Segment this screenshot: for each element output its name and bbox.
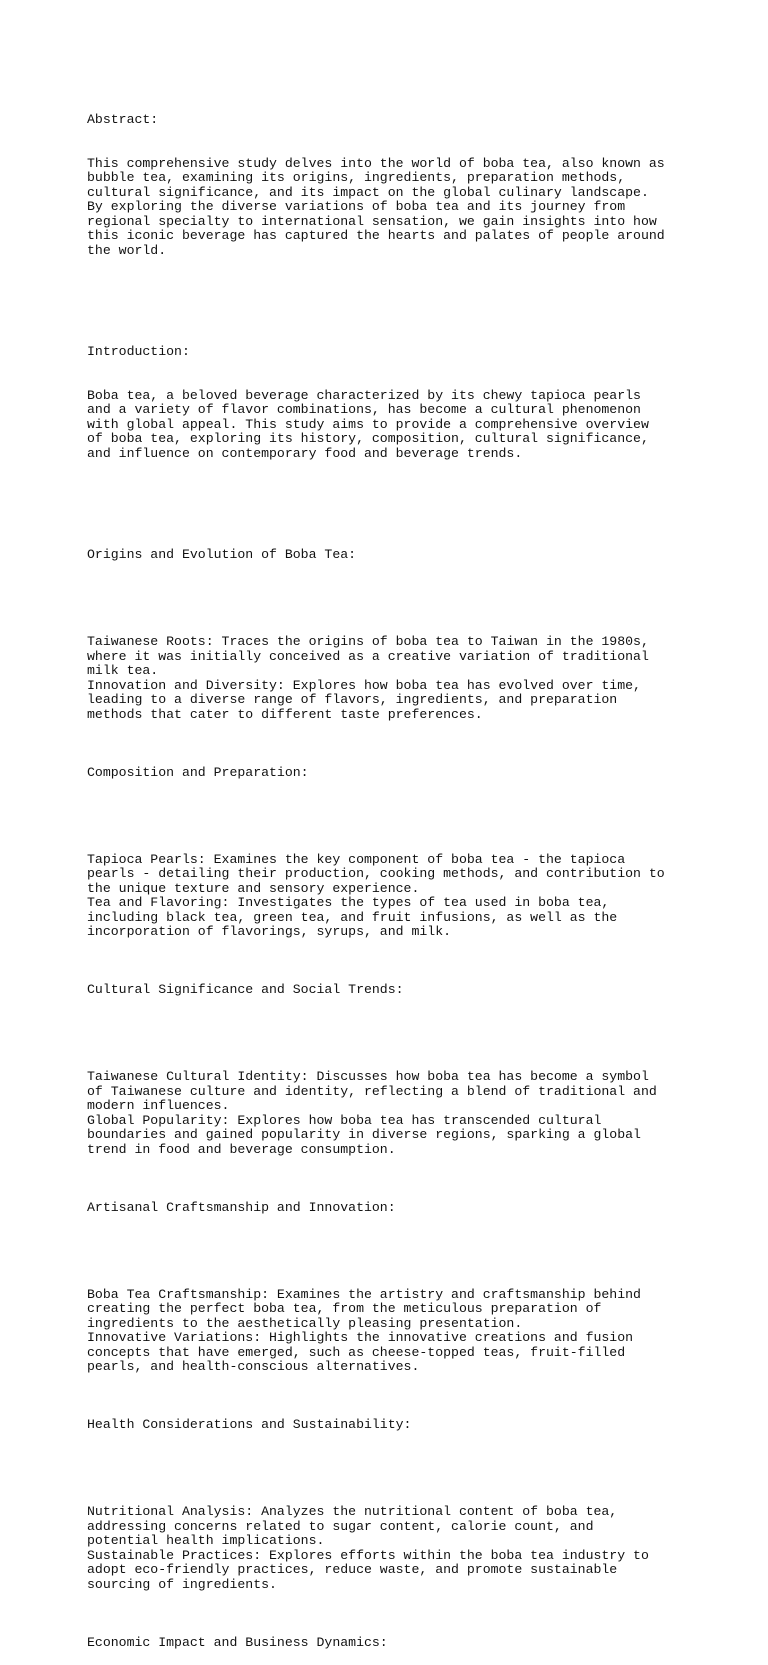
spacer bbox=[87, 1462, 697, 1477]
composition-body bbox=[87, 853, 697, 940]
text-line: boundaries and gained popularity in diverse regions, sparking a global bbox=[87, 1127, 641, 1142]
text-line: with global appeal. This study aims to provide a comprehensive overview bbox=[87, 416, 649, 432]
origins-heading: Origins and Evolution of Boba Tea: bbox=[87, 547, 357, 562]
text-line: pearls, and health-conscious alternatives. bbox=[87, 1359, 420, 1374]
text-line: sourcing of ingredients. bbox=[87, 1576, 277, 1592]
introduction-heading: Introduction: bbox=[87, 344, 190, 359]
spacer bbox=[87, 809, 697, 824]
cultural-body bbox=[87, 1070, 697, 1157]
health-body bbox=[87, 1505, 697, 1592]
spacer bbox=[87, 490, 697, 505]
text-line: the world. bbox=[87, 242, 167, 258]
cultural-heading: Cultural Significance and Social Trends: bbox=[87, 982, 404, 997]
text-line: milk tea. bbox=[87, 663, 159, 678]
text-line: bubble tea, examining its origins, ingredients, preparation methods, bbox=[87, 170, 626, 185]
health-heading: Health Considerations and Sustainability: bbox=[87, 1417, 412, 1432]
spacer bbox=[87, 1244, 697, 1259]
text-line: Taiwanese Roots: Traces the origins of boba tea to Taiwan in the 1980s, bbox=[87, 634, 649, 649]
text-line: Innovation and Diversity: Explores how boba tea has evolved over time, bbox=[87, 677, 641, 693]
origins-body bbox=[87, 635, 697, 722]
text-line: addressing concerns related to sugar content, calorie count, and bbox=[87, 1518, 594, 1534]
composition-heading: Composition and Preparation: bbox=[87, 764, 309, 780]
abstract-heading: Abstract: bbox=[87, 112, 159, 127]
introduction-body bbox=[87, 389, 697, 462]
text-line: cultural significance, and its impact on the global culinary landscape. bbox=[87, 184, 649, 200]
spacer bbox=[87, 592, 697, 607]
text-line: regional specialty to international sensation, we gain insights into how bbox=[87, 213, 657, 229]
text-line: and influence on contemporary food and beverage trends. bbox=[87, 445, 523, 461]
text-line: of Taiwanese culture and identity, reflecting a blend of traditional and bbox=[87, 1083, 657, 1099]
economic-heading: Economic Impact and Business Dynamics: bbox=[87, 1634, 388, 1650]
text-line: of boba tea, exploring its history, composition, cultural significance, bbox=[87, 431, 649, 446]
spacer bbox=[87, 1027, 697, 1042]
text-line: incorporation of flavorings, syrups, and milk. bbox=[87, 924, 452, 939]
text-line: adopt eco-friendly practices, reduce waste, and promote sustainable bbox=[87, 1562, 618, 1577]
text-line: Boba Tea Craftsmanship: Examines the artistry and craftsmanship behind bbox=[87, 1286, 641, 1302]
text-line: By exploring the diverse variations of boba tea and its journey from bbox=[87, 199, 626, 214]
text-line: Global Popularity: Explores how boba tea has transcended cultural bbox=[87, 1112, 602, 1128]
text-line: creating the perfect boba tea, from the meticulous preparation of bbox=[87, 1301, 602, 1316]
text-line: trend in food and beverage consumption. bbox=[87, 1141, 396, 1157]
text-line: Innovative Variations: Highlights the innovative creations and fusion bbox=[87, 1330, 634, 1345]
text-line: This comprehensive study delves into the world of boba tea, also known as bbox=[87, 155, 665, 171]
text-line: Tea and Flavoring: Investigates the types of tea used in boba tea, bbox=[87, 895, 610, 910]
artisanal-body bbox=[87, 1288, 697, 1375]
text-line: Nutritional Analysis: Analyzes the nutritional content of boba tea, bbox=[87, 1504, 618, 1519]
text-line: this iconic beverage has captured the hearts and palates of people around bbox=[87, 228, 665, 243]
text-line: leading to a diverse range of flavors, ingredients, and preparation bbox=[87, 692, 618, 707]
text-line: including black tea, green tea, and fruit infusions, as well as the bbox=[87, 909, 618, 925]
text-line: ingredients to the aesthetically pleasing presentation. bbox=[87, 1315, 523, 1331]
text-line: pearls - detailing their production, cooking methods, and contribution to bbox=[87, 866, 665, 881]
text-line: Boba tea, a beloved beverage characterized by its chewy tapioca pearls bbox=[87, 387, 641, 403]
artisanal-heading: Artisanal Craftsmanship and Innovation: bbox=[87, 1199, 396, 1215]
document-page bbox=[87, 84, 697, 1665]
text-line: Tapioca Pearls: Examines the key component of boba tea - the tapioca bbox=[87, 851, 626, 867]
text-line: concepts that have emerged, such as cheese-topped teas, fruit-filled bbox=[87, 1344, 626, 1360]
text-line: and a variety of flavor combinations, has become a cultural phenomenon bbox=[87, 402, 641, 417]
spacer bbox=[87, 287, 697, 302]
abstract-body bbox=[87, 157, 697, 259]
text-line: Sustainable Practices: Explores efforts within the boba tea industry to bbox=[87, 1547, 649, 1563]
text-line: where it was initially conceived as a creative variation of traditional bbox=[87, 648, 649, 664]
text-line: potential health implications. bbox=[87, 1533, 325, 1548]
text-line: modern influences. bbox=[87, 1098, 230, 1113]
text-line: the unique texture and sensory experience. bbox=[87, 880, 420, 896]
text-line: methods that cater to different taste preferences. bbox=[87, 706, 483, 722]
text-line: Taiwanese Cultural Identity: Discusses how boba tea has become a symbol bbox=[87, 1069, 649, 1084]
